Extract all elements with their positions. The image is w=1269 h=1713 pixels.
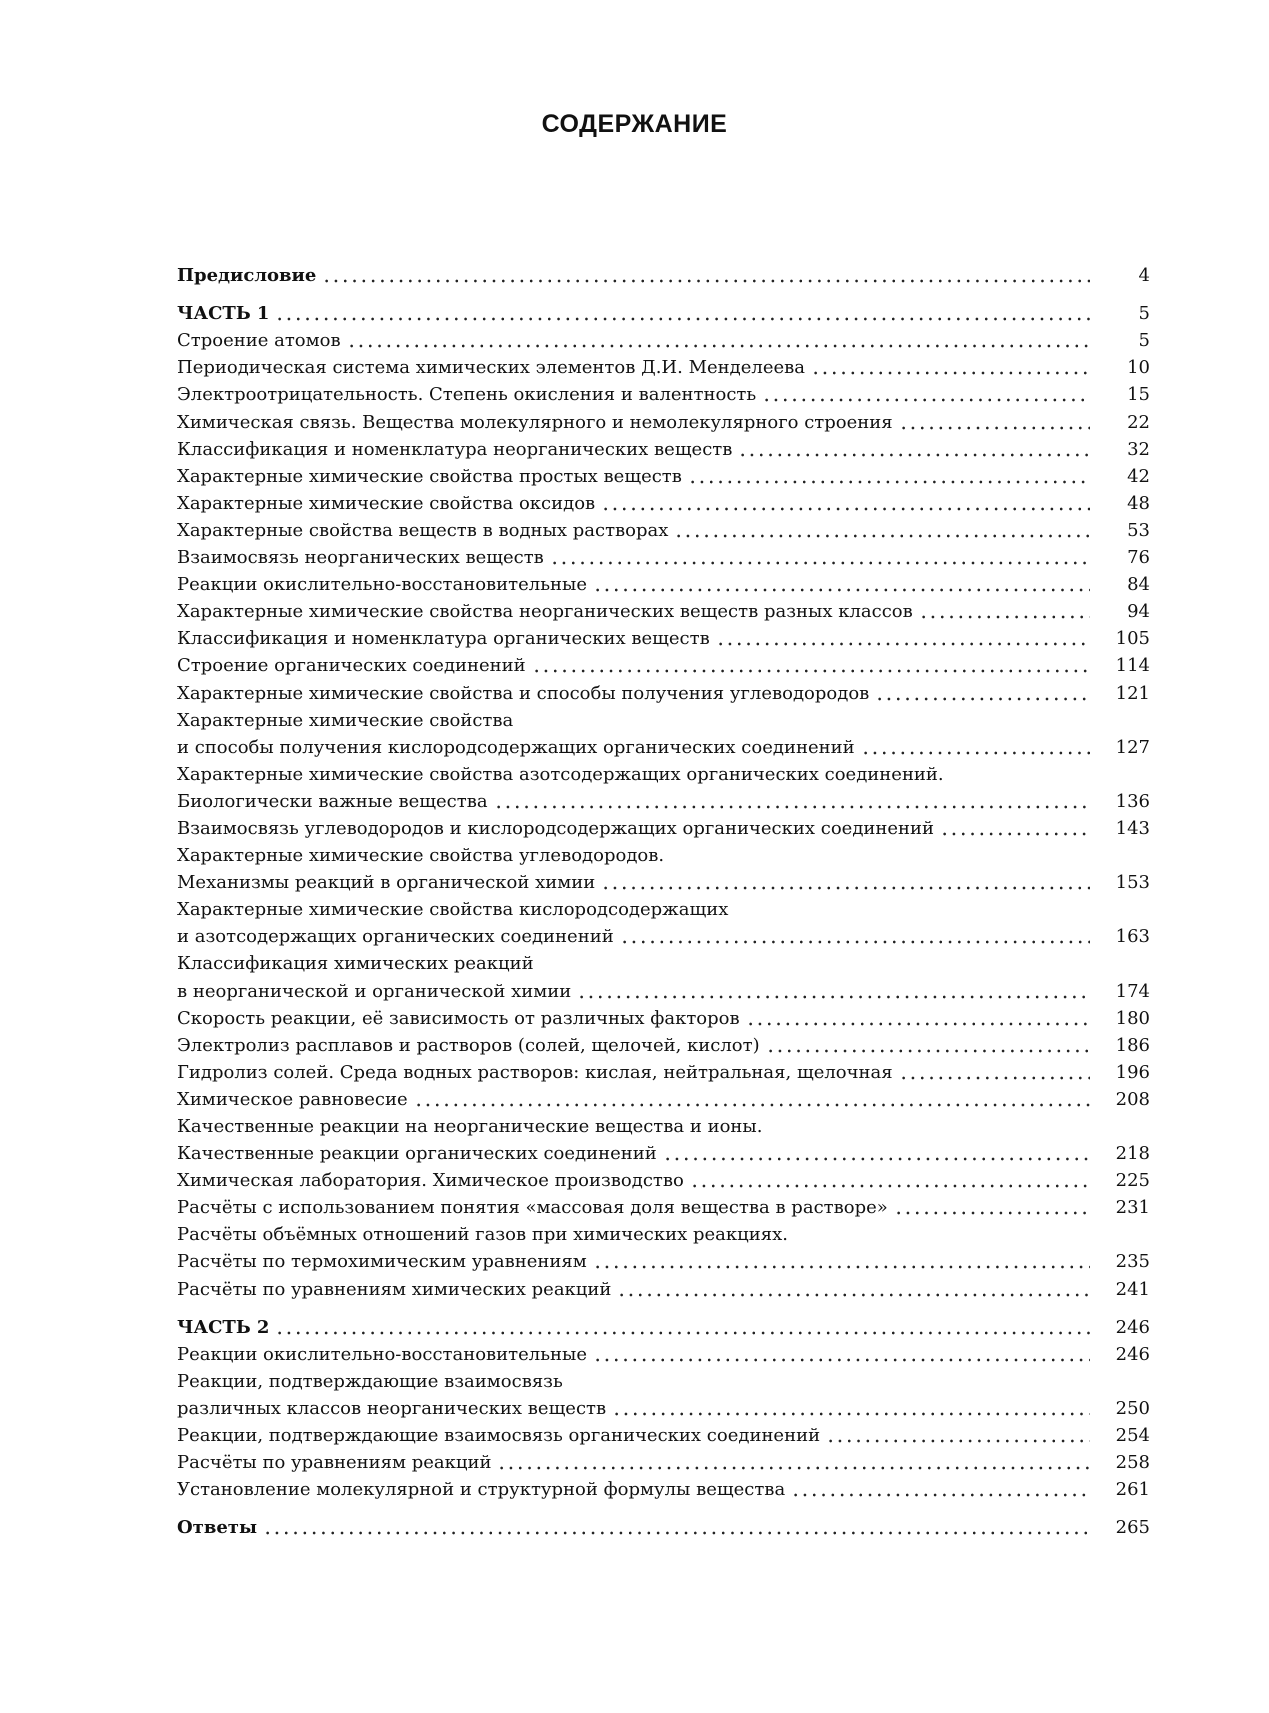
dot-leader [919, 615, 1090, 619]
dot-leader [899, 426, 1090, 430]
dot-leader [688, 480, 1090, 484]
dot-leader [746, 1022, 1090, 1026]
toc-entry-title: Ответы [177, 1517, 257, 1539]
toc-entry[interactable] [177, 923, 1150, 950]
toc-entry-title: Характерные химические свойства азотсодержащих органических соединений. [177, 763, 944, 785]
toc-entry-title: различных классов неорганических веществ [177, 1397, 607, 1419]
toc-entry-title: Взаимосвязь углеводородов и кислородсодержащих органических соединений [177, 817, 935, 839]
toc-entry-title: Реакции окислительно-восстановительные [177, 574, 588, 596]
toc-entry-page: 10 [1127, 357, 1150, 379]
dot-leader [593, 1265, 1090, 1269]
toc-entry-title: Характерные химические свойства [177, 709, 514, 731]
toc-entry[interactable] [177, 815, 1150, 842]
toc-entry-page: 76 [1127, 547, 1150, 569]
toc-entry-title: Гидролиз солей. Среда водных растворов: кислая, нейтральная, щелочная [177, 1061, 893, 1083]
toc-entry-title: Механизмы реакций в органической химии [177, 872, 596, 894]
dot-leader [550, 561, 1090, 565]
toc-entry-title: Предисловие [177, 265, 317, 287]
dot-leader [617, 1293, 1090, 1297]
toc-entry[interactable] [177, 1086, 1150, 1113]
toc-entry-title: в неорганической и органической химии [177, 980, 572, 1002]
toc-entry[interactable] [177, 896, 1150, 923]
toc-entry-title: Расчёты по термохимическим уравнениям [177, 1251, 587, 1273]
toc-entry-page: 5 [1138, 303, 1150, 325]
toc-entry[interactable] [177, 1314, 1150, 1341]
toc-entry-title: Расчёты по уравнениям реакций [177, 1452, 492, 1474]
toc-entry-title: Химическая лаборатория. Химическое производство [177, 1170, 684, 1192]
toc-entry[interactable] [177, 1368, 1150, 1395]
toc-entry-title: Классификация и номенклатура органических веществ [177, 628, 710, 650]
toc-entry-title: Расчёты объёмных отношений газов при химических реакциях. [177, 1224, 788, 1246]
toc-entry-page: 163 [1115, 926, 1150, 948]
toc-entry-page: 42 [1127, 465, 1150, 487]
toc-entry-page: 53 [1127, 519, 1150, 541]
toc-entry[interactable] [177, 1059, 1150, 1086]
dot-leader [532, 669, 1090, 673]
toc-entry[interactable] [177, 517, 1150, 544]
toc-entry[interactable] [177, 381, 1150, 408]
dot-leader [826, 1439, 1090, 1443]
dot-leader [275, 1331, 1090, 1335]
dot-leader [690, 1184, 1090, 1188]
toc-entry-page: 235 [1115, 1251, 1150, 1273]
toc-entry-page: 121 [1115, 682, 1150, 704]
toc-entry[interactable] [177, 734, 1150, 761]
toc-entry-title: Реакции окислительно-восстановительные [177, 1343, 588, 1365]
toc-entry-title: Характерные химические свойства простых веществ [177, 465, 682, 487]
toc-entry-title: Реакции, подтверждающие взаимосвязь [177, 1370, 563, 1392]
toc-entry[interactable] [177, 1194, 1150, 1221]
toc-entry-page: 208 [1115, 1088, 1150, 1110]
toc-entry-page: 246 [1115, 1343, 1150, 1365]
toc-entry-title: и азотсодержащих органических соединений [177, 926, 614, 948]
toc-entry[interactable] [177, 262, 1150, 289]
toc-entry-page: 15 [1127, 384, 1150, 406]
dot-leader [738, 453, 1090, 457]
toc-entry[interactable] [177, 842, 1150, 869]
dot-leader [766, 1049, 1090, 1053]
dot-leader [894, 1211, 1090, 1215]
toc-entry-title: ЧАСТЬ 2 [177, 1316, 270, 1338]
toc-entry[interactable] [177, 625, 1150, 652]
toc-entry-title: Строение органических соединений [177, 655, 526, 677]
toc-entry[interactable] [177, 327, 1150, 354]
toc-entry-page: 231 [1115, 1197, 1150, 1219]
toc-entry[interactable] [177, 571, 1150, 598]
toc-entry-title: Электролиз расплавов и растворов (солей, щелочей, кислот) [177, 1034, 760, 1056]
dot-leader [620, 940, 1090, 944]
toc-entry-title: Химическое равновесие [177, 1088, 408, 1110]
toc-entry-title: Скорость реакции, её зависимость от различных факторов [177, 1007, 740, 1029]
toc-entry[interactable] [177, 679, 1150, 706]
toc-entry[interactable] [177, 788, 1150, 815]
dot-leader [674, 534, 1090, 538]
toc-entry-page: 143 [1115, 817, 1150, 839]
toc-entry-page: 105 [1115, 628, 1150, 650]
toc-entry-title: Классификация химических реакций [177, 953, 534, 975]
toc-list [177, 262, 1150, 1541]
toc-entry-title: Реакции, подтверждающие взаимосвязь органических соединений [177, 1425, 821, 1447]
dot-leader [791, 1493, 1090, 1497]
toc-entry[interactable] [177, 1113, 1150, 1140]
toc-entry[interactable] [177, 436, 1150, 463]
dot-leader [663, 1157, 1090, 1161]
dot-leader [612, 1412, 1090, 1416]
dot-leader [414, 1103, 1090, 1107]
toc-entry-page: 174 [1115, 980, 1150, 1002]
toc-entry-title: Химическая связь. Вещества молекулярного и немолекулярного строения [177, 411, 893, 433]
toc-entry-page: 241 [1115, 1278, 1150, 1300]
toc-entry-page: 186 [1115, 1034, 1150, 1056]
toc-entry-page: 258 [1115, 1452, 1150, 1474]
dot-leader [593, 1358, 1090, 1362]
toc-entry[interactable] [177, 1221, 1150, 1248]
toc-entry-page: 250 [1115, 1397, 1150, 1419]
toc-entry-title: Характерные химические свойства кислородсодержащих [177, 899, 729, 921]
toc-entry-page: 153 [1115, 872, 1150, 894]
dot-leader [940, 832, 1090, 836]
toc-entry-title: Качественные реакции органических соединений [177, 1143, 657, 1165]
toc-entry-title: Расчёты по уравнениям химических реакций [177, 1278, 612, 1300]
dot-leader [811, 371, 1090, 375]
page-title: СОДЕРЖАНИЕ [541, 110, 728, 138]
dot-leader [899, 1076, 1090, 1080]
toc-entry[interactable] [177, 652, 1150, 679]
toc-entry[interactable] [177, 707, 1150, 734]
toc-entry[interactable] [177, 300, 1150, 327]
toc-entry[interactable] [177, 490, 1150, 517]
toc-entry-page: 22 [1127, 411, 1150, 433]
toc-entry[interactable] [177, 869, 1150, 896]
toc-entry-title: Взаимосвязь неорганических веществ [177, 547, 544, 569]
toc-entry-page: 265 [1115, 1517, 1150, 1539]
toc-entry-page: 218 [1115, 1143, 1150, 1165]
toc-entry[interactable] [177, 408, 1150, 435]
toc-entry[interactable] [177, 598, 1150, 625]
toc-entry[interactable] [177, 977, 1150, 1004]
toc-entry-page: 48 [1127, 492, 1150, 514]
toc-entry-title: Биологически важные вещества [177, 790, 488, 812]
toc-entry[interactable] [177, 544, 1150, 571]
toc-entry[interactable] [177, 1248, 1150, 1275]
toc-entry-title: Периодическая система химических элементов Д.И. Менделеева [177, 357, 805, 379]
dot-leader [497, 1466, 1090, 1470]
toc-entry-page: 261 [1115, 1479, 1150, 1501]
dot-leader [263, 1531, 1090, 1535]
toc-entry-page: 5 [1138, 330, 1150, 352]
toc-entry-title: Характерные химические свойства неорганических веществ разных классов [177, 601, 913, 623]
toc-entry-page: 4 [1138, 265, 1150, 287]
toc-entry[interactable] [177, 463, 1150, 490]
toc-entry-page: 225 [1115, 1170, 1150, 1192]
toc-entry[interactable] [177, 1422, 1150, 1449]
toc-entry-title: Расчёты с использованием понятия «массовая доля вещества в растворе» [177, 1197, 888, 1219]
dot-leader [601, 507, 1090, 511]
toc-entry[interactable] [177, 1140, 1150, 1167]
toc-entry[interactable] [177, 1395, 1150, 1422]
toc-entry[interactable] [177, 1032, 1150, 1059]
toc-entry-title: Строение атомов [177, 330, 341, 352]
dot-leader [275, 317, 1090, 321]
dot-leader [494, 805, 1090, 809]
toc-entry-title: и способы получения кислородсодержащих органических соединений [177, 736, 855, 758]
toc-entry[interactable] [177, 1476, 1150, 1503]
dot-leader [577, 995, 1090, 999]
toc-entry[interactable] [177, 950, 1150, 977]
toc-entry[interactable] [177, 354, 1150, 381]
toc-entry-page: 196 [1115, 1061, 1150, 1083]
toc-entry-page: 32 [1127, 438, 1150, 460]
dot-leader [593, 588, 1090, 592]
dot-leader [347, 344, 1090, 348]
toc-entry-title: Характерные химические свойства углеводородов. [177, 845, 665, 867]
toc-entry[interactable] [177, 1449, 1150, 1476]
dot-leader [762, 398, 1090, 402]
toc-entry-title: Электроотрицательность. Степень окисления и валентность [177, 384, 757, 406]
toc-entry-page: 127 [1115, 736, 1150, 758]
toc-entry-page: 84 [1127, 574, 1150, 596]
dot-leader [875, 697, 1090, 701]
toc-entry-page: 136 [1115, 790, 1150, 812]
toc-entry[interactable] [177, 1514, 1150, 1541]
toc-entry-title: Установление молекулярной и структурной формулы вещества [177, 1479, 786, 1501]
toc-entry[interactable] [177, 1167, 1150, 1194]
toc-entry-page: 180 [1115, 1007, 1150, 1029]
toc-entry-title: Характерные свойства веществ в водных растворах [177, 519, 669, 541]
toc-entry-page: 114 [1115, 655, 1150, 677]
toc-entry-page: 94 [1127, 601, 1150, 623]
toc-entry-page: 254 [1115, 1425, 1150, 1447]
toc-entry-title: Характерные химические свойства и способы получения углеводородов [177, 682, 870, 704]
dot-leader [716, 642, 1090, 646]
toc-entry-title: ЧАСТЬ 1 [177, 303, 270, 325]
toc-entry[interactable] [177, 1005, 1150, 1032]
toc-entry[interactable] [177, 1341, 1150, 1368]
toc-entry-title: Характерные химические свойства оксидов [177, 492, 596, 514]
toc-entry[interactable] [177, 761, 1150, 788]
toc-entry-page: 246 [1115, 1316, 1150, 1338]
dot-leader [601, 886, 1090, 890]
dot-leader [861, 751, 1090, 755]
toc-entry-title: Качественные реакции на неорганические вещества и ионы. [177, 1116, 763, 1137]
toc-entry-title: Классификация и номенклатура неорганических веществ [177, 438, 733, 460]
toc-entry[interactable] [177, 1275, 1150, 1302]
dot-leader [322, 279, 1090, 283]
